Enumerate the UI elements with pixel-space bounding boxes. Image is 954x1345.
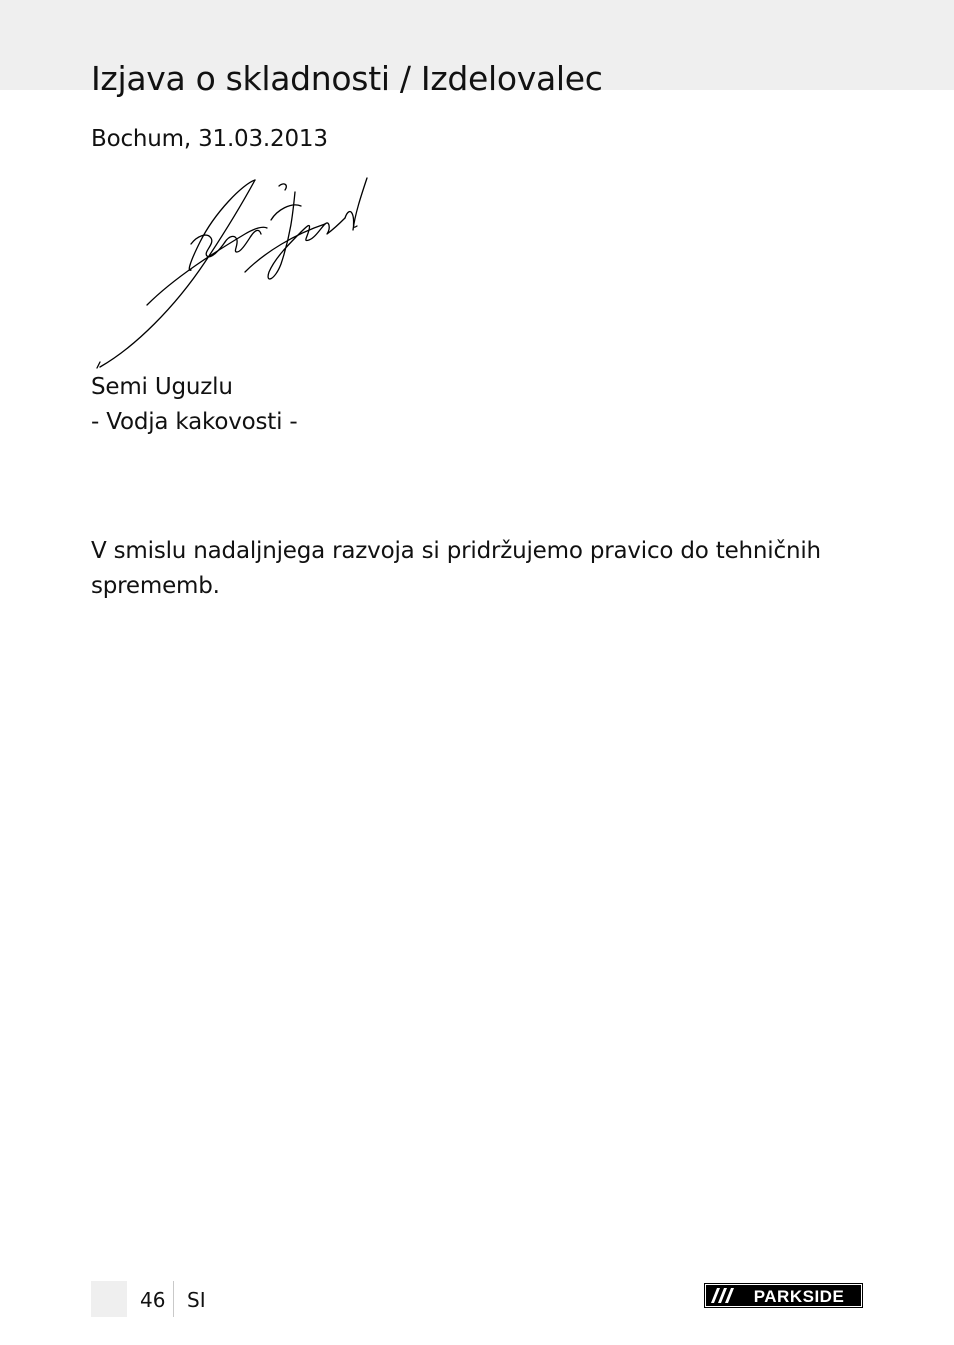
signer-role: - Vodja kakovosti - (91, 409, 298, 435)
page-title: Izjava o skladnosti / Izdelovalec (91, 59, 603, 99)
language-code: SI (187, 1288, 206, 1312)
technical-changes-notice: V smislu nadaljnjega razvoja si pridržujemo pravico do tehničnih sprememb. (91, 538, 821, 599)
footer-divider (173, 1281, 174, 1317)
page-number: 46 (140, 1288, 166, 1312)
handwritten-signature (95, 172, 370, 372)
signer-name: Semi Uguzlu (91, 374, 233, 400)
footer-marker-box (91, 1281, 127, 1317)
parkside-logo (704, 1283, 863, 1308)
svg-text:PARKSIDE: PARKSIDE (753, 1287, 845, 1306)
place-date: Bochum, 31.03.2013 (91, 126, 328, 152)
